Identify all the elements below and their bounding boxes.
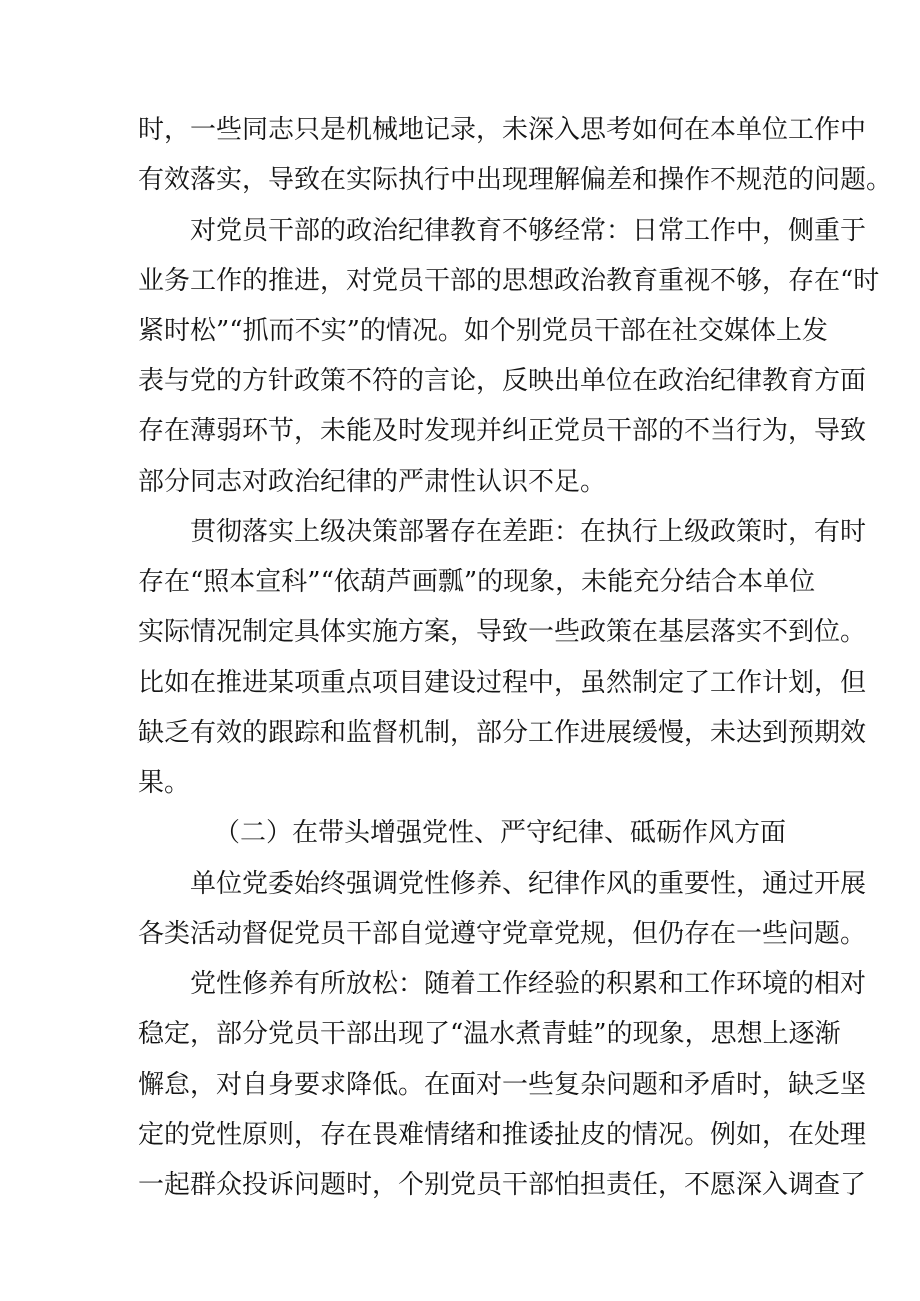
paragraph-first-line: 单位党委始终强调党性修养、纪律作风的重要性，通过开展 [190,869,867,899]
text-line: 时，一些同志只是机械地记录，未深入思考如何在本单位工作中 [138,115,867,145]
text-line: 比如在推进某项重点项目建设过程中，虽然制定了工作计划，但 [138,668,867,698]
section-heading: （二）在带头增强党性、严守纪律、砥砺作风方面 [214,818,787,848]
paragraph-first-line: 贯彻落实上级决策部署存在差距：在执行上级政策时，有时 [190,517,867,547]
text-line: 稳定，部分党员干部出现了“温水煮青蛙”的现象，思想上逐渐 [138,1019,841,1049]
text-line: 定的党性原则，存在畏难情绪和推诿扯皮的情况。例如，在处理 [138,1120,867,1150]
text-line: 有效落实，导致在实际执行中出现理解偏差和操作不规范的问题。 [138,165,893,195]
text-line: 紧时松”“抓而不实”的情况。如个别党员干部在社交媒体上发 [138,316,828,346]
text-line: 各类活动督促党员干部自觉遵守党章党规，但仍存在一些问题。 [138,919,867,949]
text-line: 业务工作的推进，对党员干部的思想政治教育重视不够，存在“时 [138,266,880,296]
text-line: 懈怠，对自身要求降低。在面对一些复杂问题和矛盾时，缺乏坚 [138,1070,867,1100]
text-line: 果。 [138,768,191,798]
text-line: 存在薄弱环节，未能及时发现并纠正党员干部的不当行为，导致 [138,416,867,446]
text-line: 实际情况制定具体实施方案，导致一些政策在基层落实不到位。 [138,617,867,647]
paragraph-first-line: 党性修养有所放松：随着工作经验的积累和工作环境的相对 [190,969,867,999]
text-line: 一起群众投诉问题时，个别党员干部怕担责任，不愿深入调查了 [138,1170,867,1200]
paragraph-first-line: 对党员干部的政治纪律教育不够经常：日常工作中，侧重于 [190,216,867,246]
text-line: 部分同志对政治纪律的严肃性认识不足。 [138,467,607,497]
text-line: 缺乏有效的跟踪和监督机制，部分工作进展缓慢，未达到预期效 [138,718,867,748]
text-line: 存在“照本宣科”“依葫芦画瓢”的现象，未能充分结合本单位 [138,567,816,597]
text-line: 表与党的方针政策不符的言论，反映出单位在政治纪律教育方面 [138,366,867,396]
